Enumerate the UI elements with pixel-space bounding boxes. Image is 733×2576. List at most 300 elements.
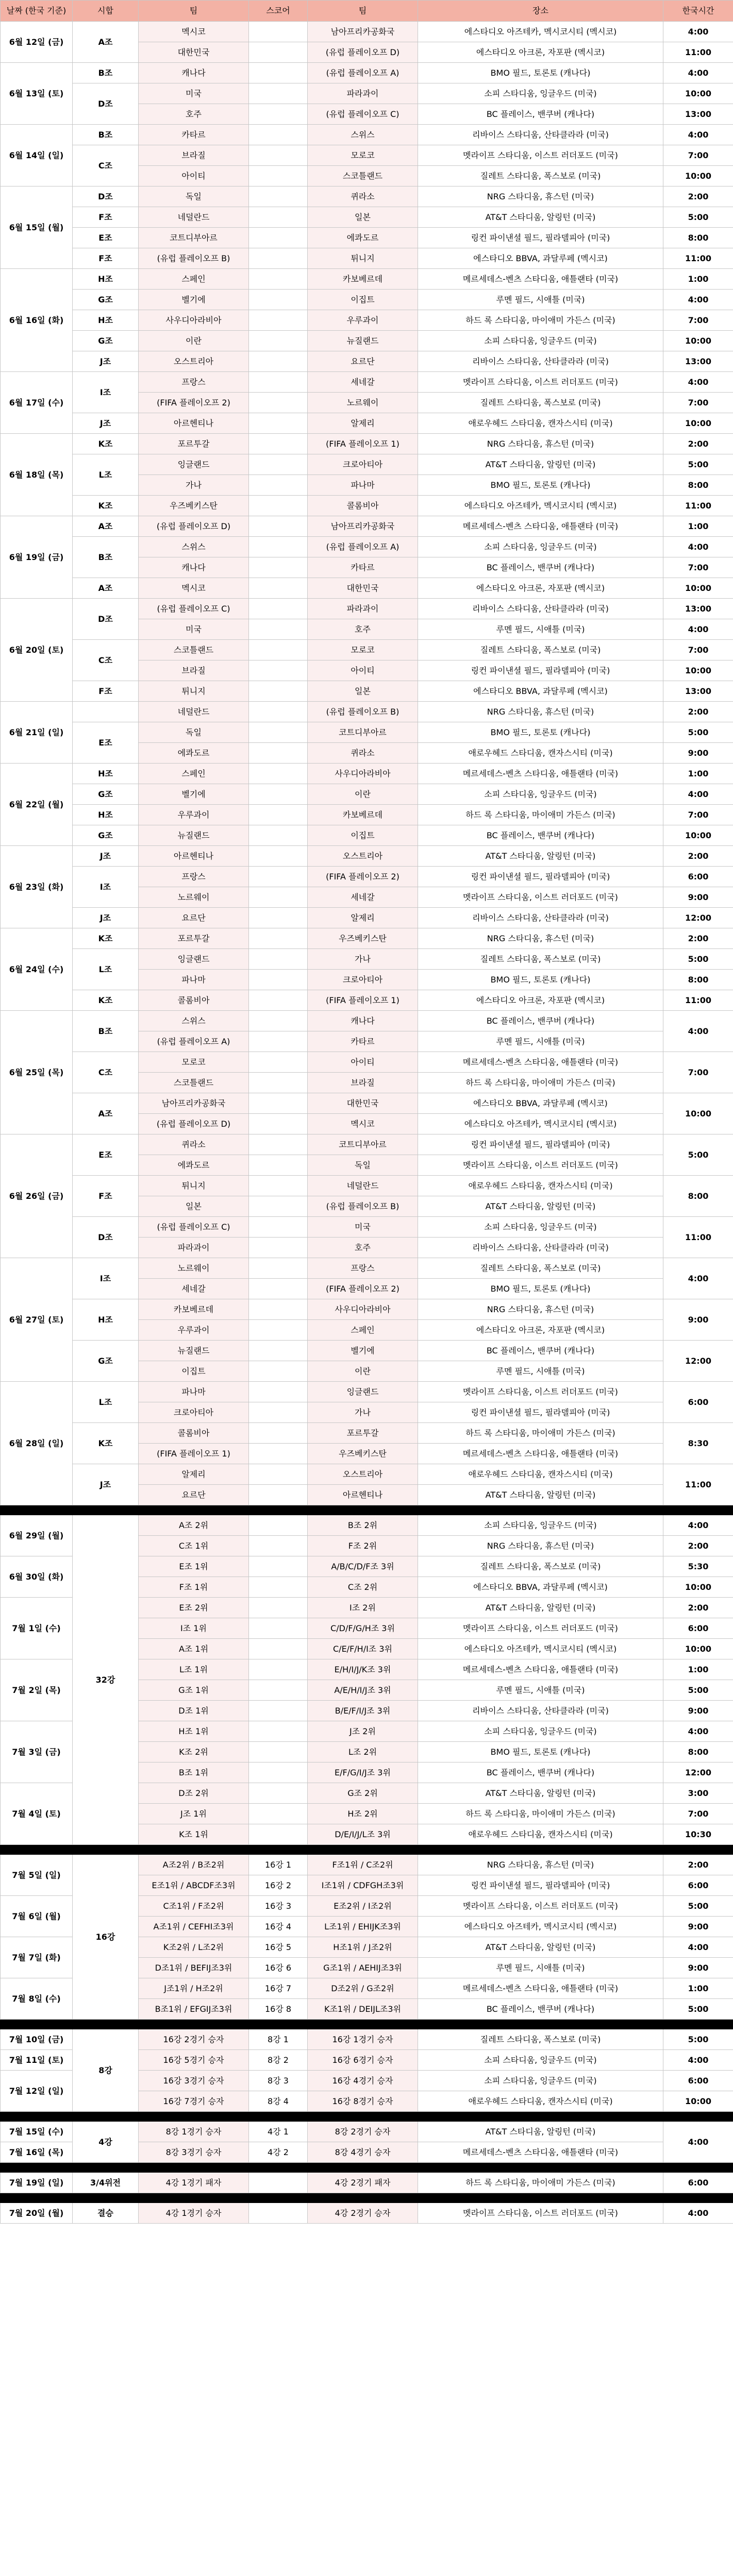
team-home: E조1위 / ABCDF조3위 <box>139 1875 249 1896</box>
team-away: D/E/I/J/L조 3위 <box>308 1824 418 1845</box>
team-home: F조 1위 <box>139 1577 249 1598</box>
score-cell: 16강 8 <box>249 1999 308 2020</box>
venue-cell: 리바이스 스타디움, 산타클라라 (미국) <box>418 599 663 619</box>
kickoff-time: 5:00 <box>663 454 733 475</box>
team-away: A/B/C/D/F조 3위 <box>308 1556 418 1577</box>
score-cell <box>249 496 308 516</box>
team-away: (FIFA 플레이오프 1) <box>308 990 418 1011</box>
date-cell: 6월 12일 (금) <box>1 22 73 63</box>
team-home: A조1위 / CEFHI조3위 <box>139 1917 249 1937</box>
score-cell <box>249 187 308 207</box>
score-cell <box>249 599 308 619</box>
team-away: 튀니지 <box>308 248 418 269</box>
kickoff-time: 13:00 <box>663 104 733 125</box>
score-cell <box>249 537 308 557</box>
group-cell: L조 <box>73 1382 139 1423</box>
team-home: 튀니지 <box>139 1176 249 1196</box>
group-cell: G조 <box>73 290 139 310</box>
team-away: K조1위 / DEIJL조3위 <box>308 1999 418 2020</box>
team-home: 멕시코 <box>139 22 249 42</box>
score-cell <box>249 1783 308 1804</box>
knockout-row <box>1 2029 733 2050</box>
team-away: 멕시코 <box>308 1114 418 1134</box>
venue-cell: 링컨 파이낸셜 필드, 필라델피아 (미국) <box>418 1875 663 1896</box>
team-home: 코트디부아르 <box>139 228 249 248</box>
team-home: 일본 <box>139 1196 249 1217</box>
score-cell <box>249 413 308 434</box>
date-cell: 6월 23일 (화) <box>1 846 73 928</box>
kickoff-time: 1:00 <box>663 1978 733 1999</box>
score-cell <box>249 619 308 640</box>
match-row <box>1 145 733 166</box>
score-cell <box>249 1073 308 1093</box>
team-home: 우즈베키스탄 <box>139 496 249 516</box>
team-away: 잉글랜드 <box>308 1382 418 1402</box>
kickoff-time: 5:00 <box>663 949 733 970</box>
venue-cell: 하드 록 스타디움, 마이애미 가든스 (미국) <box>418 805 663 825</box>
date-cell: 6월 16일 (화) <box>1 269 73 372</box>
team-away: B/E/F/I/J조 3위 <box>308 1701 418 1721</box>
team-away: C조 2위 <box>308 1577 418 1598</box>
team-home: 브라질 <box>139 145 249 166</box>
knockout-row <box>1 1515 733 1536</box>
team-home: 가나 <box>139 475 249 496</box>
venue-cell: 에스타디오 BBVA, 과달루페 (멕시코) <box>418 248 663 269</box>
section-divider <box>1 1845 733 1855</box>
score-cell <box>249 1382 308 1402</box>
kickoff-time: 11:00 <box>663 248 733 269</box>
venue-cell: NRG 스타디움, 휴스턴 (미국) <box>418 928 663 949</box>
team-away: F조 2위 <box>308 1536 418 1556</box>
venue-cell: BC 플레이스, 밴쿠버 (캐나다) <box>418 104 663 125</box>
score-cell <box>249 475 308 496</box>
venue-cell: 에스타디오 아즈테카, 멕시코시티 (멕시코) <box>418 1114 663 1134</box>
venue-cell: BMO 필드, 토론토 (캐나다) <box>418 722 663 743</box>
score-cell <box>249 454 308 475</box>
venue-cell: BMO 필드, 토론토 (캐나다) <box>418 63 663 83</box>
venue-cell: BMO 필드, 토론토 (캐나다) <box>418 1279 663 1299</box>
date-cell: 7월 12일 (일) <box>1 2071 73 2112</box>
team-away: 사우디아라비아 <box>308 1299 418 1320</box>
kickoff-time: 4:00 <box>663 1515 733 1536</box>
date-cell: 6월 26일 (금) <box>1 1134 73 1258</box>
venue-cell: 리바이스 스타디움, 산타클라라 (미국) <box>418 351 663 372</box>
score-cell <box>249 825 308 846</box>
team-away: 파라과이 <box>308 599 418 619</box>
score-cell <box>249 867 308 887</box>
score-cell <box>249 1618 308 1639</box>
score-cell <box>249 1134 308 1155</box>
score-cell <box>249 1444 308 1464</box>
team-away: 에콰도르 <box>308 228 418 248</box>
match-row <box>1 1464 733 1485</box>
kickoff-time: 4:00 <box>663 2203 733 2224</box>
kickoff-time: 12:00 <box>663 908 733 928</box>
kickoff-time: 2:00 <box>663 1598 733 1618</box>
team-home: 콜롬비아 <box>139 990 249 1011</box>
team-home: 포르투갈 <box>139 928 249 949</box>
kickoff-time: 9:00 <box>663 1958 733 1978</box>
date-cell: 7월 2일 (목) <box>1 1659 73 1721</box>
divider-bar <box>1 1505 733 1515</box>
group-cell: D조 <box>73 1217 139 1258</box>
kickoff-time: 5:00 <box>663 207 733 228</box>
team-away: 16강 8경기 승자 <box>308 2091 418 2112</box>
kickoff-time: 9:00 <box>663 887 733 908</box>
team-away: (FIFA 플레이오프 2) <box>308 867 418 887</box>
score-cell: 8강 2 <box>249 2050 308 2071</box>
team-away: (유럽 플레이오프 C) <box>308 104 418 125</box>
match-row <box>1 825 733 846</box>
date-cell: 7월 8일 (수) <box>1 1978 73 2020</box>
venue-cell: BC 플레이스, 밴쿠버 (캐나다) <box>418 1011 663 1031</box>
match-row <box>1 207 733 228</box>
venue-cell: AT&T 스타디움, 알링턴 (미국) <box>418 2122 663 2142</box>
team-home: 뉴질랜드 <box>139 1341 249 1361</box>
team-away: I조 2위 <box>308 1598 418 1618</box>
team-home: E조 2위 <box>139 1598 249 1618</box>
group-cell: A조 <box>73 22 139 63</box>
date-cell: 7월 5일 (일) <box>1 1855 73 1896</box>
kickoff-time: 2:00 <box>663 928 733 949</box>
match-row <box>1 846 733 867</box>
venue-cell: 에스타디오 아즈테카, 멕시코시티 (멕시코) <box>418 496 663 516</box>
score-cell <box>249 1762 308 1783</box>
venue-cell: 질레트 스타디움, 폭스보로 (미국) <box>418 166 663 187</box>
group-cell: H조 <box>73 310 139 331</box>
team-home: 16강 7경기 승자 <box>139 2091 249 2112</box>
match-row <box>1 187 733 207</box>
venue-cell: 소피 스타디움, 잉글우드 (미국) <box>418 83 663 104</box>
team-home: A조 1위 <box>139 1639 249 1659</box>
section-divider <box>1 2112 733 2122</box>
venue-cell: 루멘 필드, 시애틀 (미국) <box>418 619 663 640</box>
stage-cell: 16강 <box>73 1855 139 2020</box>
kickoff-time: 7:00 <box>663 557 733 578</box>
group-cell: F조 <box>73 681 139 702</box>
kickoff-time: 4:00 <box>663 125 733 145</box>
match-row <box>1 290 733 310</box>
venue-cell: 질레트 스타디움, 폭스보로 (미국) <box>418 640 663 660</box>
team-away: 카타르 <box>308 557 418 578</box>
score-cell <box>249 63 308 83</box>
team-home: 벨기에 <box>139 290 249 310</box>
section-divider <box>1 2163 733 2173</box>
group-cell: E조 <box>73 1134 139 1176</box>
kickoff-time: 10:00 <box>663 578 733 599</box>
venue-cell: 링컨 파이낸셜 필드, 필라델피아 (미국) <box>418 228 663 248</box>
venue-cell: 루멘 필드, 시애틀 (미국) <box>418 290 663 310</box>
team-away: 퀴라소 <box>308 187 418 207</box>
score-cell: 16강 3 <box>249 1896 308 1917</box>
team-home: (FIFA 플레이오프 1) <box>139 1444 249 1464</box>
team-away: G조1위 / AEHIJ조3위 <box>308 1958 418 1978</box>
kickoff-time: 10:00 <box>663 331 733 351</box>
score-cell <box>249 949 308 970</box>
kickoff-time: 5:00 <box>663 1999 733 2020</box>
match-row <box>1 310 733 331</box>
kickoff-time: 4:00 <box>663 784 733 805</box>
score-cell <box>249 1659 308 1680</box>
kickoff-time: 10:30 <box>663 1824 733 1845</box>
match-row <box>1 681 733 702</box>
score-cell: 16강 5 <box>249 1937 308 1958</box>
score-cell: 4강 1 <box>249 2122 308 2142</box>
team-home: 사우디아라비아 <box>139 310 249 331</box>
venue-cell: AT&T 스타디움, 알링턴 (미국) <box>418 1783 663 1804</box>
column-header: 팀 <box>139 1 249 22</box>
kickoff-time: 4:00 <box>663 2050 733 2071</box>
group-cell: B조 <box>73 125 139 145</box>
kickoff-time: 9:00 <box>663 743 733 764</box>
team-home: D조 1위 <box>139 1701 249 1721</box>
venue-cell: AT&T 스타디움, 알링턴 (미국) <box>418 1937 663 1958</box>
score-cell: 16강 2 <box>249 1875 308 1896</box>
kickoff-time: 12:00 <box>663 1762 733 1783</box>
venue-cell: 소피 스타디움, 잉글우드 (미국) <box>418 1721 663 1742</box>
venue-cell: 질레트 스타디움, 폭스보로 (미국) <box>418 949 663 970</box>
team-away: 스위스 <box>308 125 418 145</box>
score-cell <box>249 248 308 269</box>
match-row <box>1 1258 733 1279</box>
kickoff-time: 2:00 <box>663 1536 733 1556</box>
header-row <box>1 1 733 22</box>
score-cell <box>249 125 308 145</box>
date-cell: 7월 4일 (토) <box>1 1783 73 1845</box>
divider-bar <box>1 2163 733 2173</box>
group-cell: J조 <box>73 1464 139 1505</box>
kickoff-time: 8:00 <box>663 1742 733 1762</box>
venue-cell: 멧라이프 스타디움, 이스트 러더포드 (미국) <box>418 887 663 908</box>
team-home: 아르헨티나 <box>139 846 249 867</box>
team-away: 알제리 <box>308 413 418 434</box>
score-cell: 4강 2 <box>249 2142 308 2163</box>
date-cell: 6월 25일 (목) <box>1 1011 73 1134</box>
team-away: (유럽 플레이오프 A) <box>308 537 418 557</box>
team-home: (유럽 플레이오프 D) <box>139 516 249 537</box>
score-cell <box>249 1577 308 1598</box>
venue-cell: BC 플레이스, 밴쿠버 (캐나다) <box>418 557 663 578</box>
match-row <box>1 22 733 42</box>
team-away: C/E/F/H/I조 3위 <box>308 1639 418 1659</box>
kickoff-time: 4:00 <box>663 1937 733 1958</box>
score-cell <box>249 1556 308 1577</box>
kickoff-time: 9:00 <box>663 1701 733 1721</box>
team-home: 16강 5경기 승자 <box>139 2050 249 2071</box>
team-away: 오스트리아 <box>308 1464 418 1485</box>
score-cell <box>249 372 308 393</box>
score-cell <box>249 1176 308 1196</box>
team-away: 이집트 <box>308 825 418 846</box>
match-row <box>1 83 733 104</box>
kickoff-time: 7:00 <box>663 805 733 825</box>
team-home: 네덜란드 <box>139 702 249 722</box>
team-away: 우즈베키스탄 <box>308 928 418 949</box>
team-away: F조1위 / C조2위 <box>308 1855 418 1875</box>
team-away: 파라과이 <box>308 83 418 104</box>
team-away: 카타르 <box>308 1031 418 1052</box>
kickoff-time: 4:00 <box>663 290 733 310</box>
score-cell <box>249 1598 308 1618</box>
venue-cell: 메르세데스-벤츠 스타디움, 애틀랜타 (미국) <box>418 1978 663 1999</box>
group-cell: E조 <box>73 228 139 248</box>
kickoff-time: 8:00 <box>663 475 733 496</box>
team-away: 세네갈 <box>308 887 418 908</box>
team-away: 브라질 <box>308 1073 418 1093</box>
kickoff-time: 10:00 <box>663 166 733 187</box>
team-home: 캐나다 <box>139 63 249 83</box>
match-row <box>1 990 733 1011</box>
kickoff-time: 5:00 <box>663 1134 733 1176</box>
match-row <box>1 908 733 928</box>
group-cell: D조 <box>73 83 139 125</box>
score-cell <box>249 1742 308 1762</box>
team-away: E/F/G/I/J조 3위 <box>308 1762 418 1783</box>
team-away: 사우디아라비아 <box>308 764 418 784</box>
team-away: 스코틀랜드 <box>308 166 418 187</box>
kickoff-time: 9:00 <box>663 1917 733 1937</box>
score-cell <box>249 1031 308 1052</box>
team-away: L조1위 / EHIJK조3위 <box>308 1917 418 1937</box>
team-home: (유럽 플레이오프 C) <box>139 1217 249 1238</box>
team-away: (FIFA 플레이오프 2) <box>308 1279 418 1299</box>
team-away: 카보베르데 <box>308 805 418 825</box>
group-cell: H조 <box>73 1299 139 1341</box>
team-away: B조 2위 <box>308 1515 418 1536</box>
venue-cell: 애로우헤드 스타디움, 캔자스시티 (미국) <box>418 1176 663 1196</box>
team-away: 벨기에 <box>308 1341 418 1361</box>
score-cell: 16강 7 <box>249 1978 308 1999</box>
venue-cell: BC 플레이스, 밴쿠버 (캐나다) <box>418 1341 663 1361</box>
team-away: 이집트 <box>308 290 418 310</box>
team-home: 대한민국 <box>139 42 249 63</box>
match-row <box>1 1341 733 1361</box>
team-home: 오스트리아 <box>139 351 249 372</box>
score-cell: 8강 4 <box>249 2091 308 2112</box>
team-home: J조 1위 <box>139 1804 249 1824</box>
team-away: 파나마 <box>308 475 418 496</box>
score-cell <box>249 578 308 599</box>
venue-cell: 루멘 필드, 시애틀 (미국) <box>418 1361 663 1382</box>
match-row <box>1 928 733 949</box>
team-away: G조 2위 <box>308 1783 418 1804</box>
match-row <box>1 434 733 454</box>
score-cell <box>249 42 308 63</box>
group-cell: G조 <box>73 1341 139 1382</box>
venue-cell: 멧라이프 스타디움, 이스트 러더포드 (미국) <box>418 1155 663 1176</box>
venue-cell: 질레트 스타디움, 폭스보로 (미국) <box>418 1556 663 1577</box>
date-cell: 6월 13일 (토) <box>1 63 73 125</box>
venue-cell: 메르세데스-벤츠 스타디움, 애틀랜타 (미국) <box>418 1444 663 1464</box>
match-row <box>1 1382 733 1402</box>
team-home: 4강 1경기 승자 <box>139 2203 249 2224</box>
team-home: (유럽 플레이오프 C) <box>139 599 249 619</box>
group-cell: I조 <box>73 372 139 413</box>
venue-cell: AT&T 스타디움, 알링턴 (미국) <box>418 454 663 475</box>
team-away: 남아프리카공화국 <box>308 516 418 537</box>
venue-cell: 에스타디오 아크론, 자포판 (멕시코) <box>418 990 663 1011</box>
venue-cell: 하드 록 스타디움, 마이애미 가든스 (미국) <box>418 1073 663 1093</box>
team-away: 이란 <box>308 1361 418 1382</box>
score-cell <box>249 331 308 351</box>
venue-cell: 에스타디오 아즈테카, 멕시코시티 (멕시코) <box>418 1917 663 1937</box>
team-home: J조1위 / H조2위 <box>139 1978 249 1999</box>
score-cell <box>249 434 308 454</box>
team-away: 포르투갈 <box>308 1423 418 1444</box>
team-home: 아르헨티나 <box>139 413 249 434</box>
team-home: A조2위 / B조2위 <box>139 1855 249 1875</box>
venue-cell: 에스타디오 BBVA, 과달루페 (멕시코) <box>418 1577 663 1598</box>
score-cell <box>249 1515 308 1536</box>
date-cell: 6월 14일 (일) <box>1 125 73 187</box>
score-cell <box>249 640 308 660</box>
venue-cell: 멧라이프 스타디움, 이스트 러더포드 (미국) <box>418 1896 663 1917</box>
venue-cell: NRG 스타디움, 휴스턴 (미국) <box>418 187 663 207</box>
team-away: 가나 <box>308 1402 418 1423</box>
match-row <box>1 1217 733 1238</box>
third-place-row <box>1 2173 733 2193</box>
group-cell: C조 <box>73 1052 139 1093</box>
group-cell: J조 <box>73 846 139 867</box>
team-away: 아이티 <box>308 660 418 681</box>
team-home: 파라과이 <box>139 1238 249 1258</box>
team-away: (FIFA 플레이오프 1) <box>308 434 418 454</box>
group-cell: K조 <box>73 1423 139 1464</box>
score-cell <box>249 1361 308 1382</box>
match-row <box>1 1176 733 1196</box>
kickoff-time: 4:00 <box>663 1258 733 1299</box>
team-home: 16강 2경기 승자 <box>139 2029 249 2050</box>
column-header: 날짜 (한국 기준) <box>1 1 73 22</box>
kickoff-time: 10:00 <box>663 1577 733 1598</box>
team-home: K조 2위 <box>139 1742 249 1762</box>
team-away: (유럽 플레이오프 B) <box>308 702 418 722</box>
kickoff-time: 9:00 <box>663 1299 733 1341</box>
score-cell <box>249 1485 308 1505</box>
venue-cell: 소피 스타디움, 잉글우드 (미국) <box>418 2050 663 2071</box>
kickoff-time: 4:00 <box>663 372 733 393</box>
match-row <box>1 949 733 970</box>
score-cell <box>249 908 308 928</box>
kickoff-time: 6:00 <box>663 1875 733 1896</box>
team-away: 크로아티아 <box>308 970 418 990</box>
kickoff-time: 1:00 <box>663 764 733 784</box>
group-cell: K조 <box>73 434 139 454</box>
score-cell <box>249 104 308 125</box>
kickoff-time: 6:00 <box>663 1382 733 1423</box>
team-home: D조 2위 <box>139 1783 249 1804</box>
team-home: 독일 <box>139 187 249 207</box>
venue-cell: BC 플레이스, 밴쿠버 (캐나다) <box>418 1762 663 1783</box>
team-away: 코트디부아르 <box>308 1134 418 1155</box>
score-cell <box>249 784 308 805</box>
team-away: (유럽 플레이오프 D) <box>308 42 418 63</box>
kickoff-time: 11:00 <box>663 1217 733 1258</box>
team-away: 대한민국 <box>308 578 418 599</box>
score-cell <box>249 1402 308 1423</box>
group-cell: K조 <box>73 496 139 516</box>
group-cell: J조 <box>73 908 139 928</box>
match-row <box>1 496 733 516</box>
venue-cell: 애로우헤드 스타디움, 캔자스시티 (미국) <box>418 1464 663 1485</box>
team-away: 우즈베키스탄 <box>308 1444 418 1464</box>
team-away: A/E/H/I/J조 3위 <box>308 1680 418 1701</box>
team-away: 캐나다 <box>308 1011 418 1031</box>
venue-cell: BC 플레이스, 밴쿠버 (캐나다) <box>418 1999 663 2020</box>
match-row <box>1 578 733 599</box>
group-cell: F조 <box>73 207 139 228</box>
team-away: 퀴라소 <box>308 743 418 764</box>
